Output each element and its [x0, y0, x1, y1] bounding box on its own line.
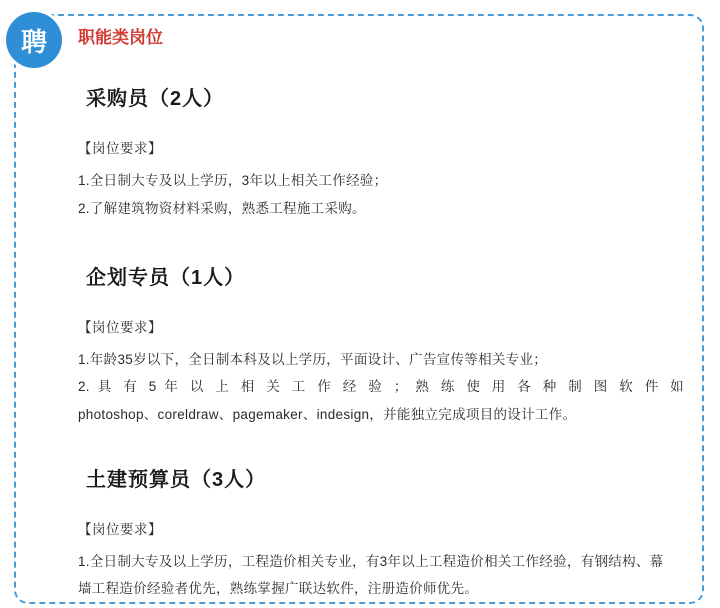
- job-title: 企划专员（1人）: [86, 266, 246, 289]
- recruit-badge-text: 聘: [20, 26, 47, 57]
- job-title: 土建预算员（3人）: [86, 468, 267, 491]
- job-listing: [78, 261, 684, 427]
- requirement-line: photoshop、coreldraw、pagemaker、indesign，并能独立完成项目的设计工作。: [78, 406, 577, 422]
- job-listing: [78, 82, 684, 220]
- job-listing: [78, 463, 684, 601]
- spacer: [78, 433, 684, 463]
- requirement-line: 1.年龄35岁以下，全日制本科及以上学历，平面设计、广告宣传等相关专业；: [78, 351, 548, 367]
- section-title: 职能类岗位: [78, 28, 163, 47]
- job-title: 采购员（2人）: [86, 88, 225, 111]
- recruit-badge-icon: [6, 12, 62, 68]
- requirement-line: 1.全日制大专及以上学历，工程造价相关专业，有3年以上工程造价相关工作经验，有钢结构、幕: [78, 553, 664, 569]
- requirements-label: 【岗位要求】: [78, 141, 162, 157]
- requirement-line: 墙工程造价经验者优先，熟练掌握广联达软件，注册造价师优先。: [78, 581, 479, 597]
- requirement-line: 1.全日制大专及以上学历，3年以上相关工作经验；: [78, 173, 388, 189]
- requirements-label: 【岗位要求】: [78, 521, 162, 537]
- requirement-line: 2. 具 有 5 年 以 上 相 关 工 作 经 验 ； 熟 练 使 用 各 种 制 图 软 件 如: [78, 379, 684, 395]
- requirement-line: 2.了解建筑物资材料采购，熟悉工程施工采购。: [78, 201, 366, 217]
- requirements-label: 【岗位要求】: [78, 319, 162, 335]
- spacer: [78, 227, 684, 261]
